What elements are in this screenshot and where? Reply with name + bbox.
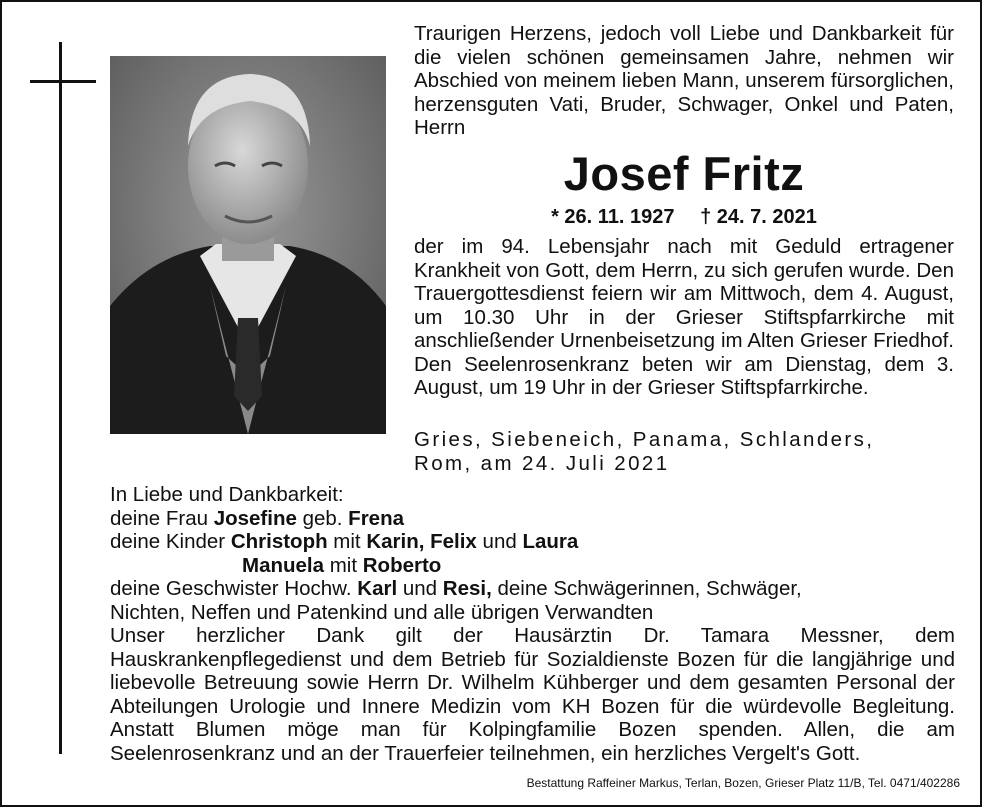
- family-heading: In Liebe und Dankbarkeit:: [110, 483, 344, 506]
- family-children-2: Manuela mit Roberto: [242, 553, 442, 577]
- family-relatives: Nichten, Neffen und Patenkind und alle übrigen Verwandten: [110, 600, 654, 624]
- place-line-1: Gries, Siebeneich, Panama, Schlanders,: [414, 428, 875, 451]
- death-date: † 24. 7. 2021: [700, 206, 817, 228]
- intro-text: Traurigen Herzens, jedoch voll Liebe und Dankbarkeit für die vielen schönen gemeinsamen Jahre, nehmen wir Abschied von meinem lieben Mann, unserem fürsorglichen, herzensguten Vati, Bruder, Schwager, Onkel und Paten, Herrn: [414, 22, 954, 139]
- family-list: [110, 483, 960, 624]
- birth-date: * 26. 11. 1927: [551, 206, 675, 228]
- family-wife: deine Frau Josefine geb. Frena: [110, 506, 404, 530]
- life-dates: [414, 205, 954, 229]
- place-and-date: [414, 428, 954, 475]
- family-siblings: deine Geschwister Hochw. Karl und Resi, deine Schwägerinnen, Schwäger,: [110, 577, 802, 600]
- announcement-text: der im 94. Lebensjahr nach mit Geduld ertragener Krankheit von Gott, dem Herrn, zu sich gerufen wurde. Den Trauergottesdienst feiern wir am Mittwoch, dem 4. August, um 10.30 Uhr in der Grieser Stiftspfarrkirche mit anschließender Urnenbeisetzung im Alten Grieser Friedhof. Den Seelenrosenkranz beten wir am Dienstag, dem 3. August, um 19 Uhr in der Grieser Stiftspfarrkirche.: [414, 235, 954, 399]
- cross-icon: [30, 42, 96, 754]
- portrait-photo: [110, 56, 386, 434]
- deceased-name: Josef Fritz: [563, 147, 805, 200]
- thanks-text: Unser herzlicher Dank gilt der Hausärztin Dr. Tamara Messner, dem Hauskrankenpflegedienst und dem Betrieb für Sozialdienste Bozen für die langjährige und liebevolle Betreuung sowie Herrn Dr. Wilhelm Kühberger und dem gesamten Personal der Abteilungen Urologie und Innere Medizin vom KH Bozen für die würdevolle Begleitung. Anstatt Blumen möge man für Kolpingfamilie Bozen spenden. Allen, die am Seelenrosenkranz und an der Trauerfeier teilnehmen, ein herzliches Vergelt's Gott.: [110, 624, 955, 765]
- place-line-2: Rom, am 24. Juli 2021: [414, 451, 670, 475]
- funeral-home-footer: Bestattung Raffeiner Markus, Terlan, Bozen, Grieser Platz 11/B, Tel. 0471/402286: [526, 776, 960, 790]
- family-children: deine Kinder Christoph mit Karin, Felix und Laura: [110, 530, 579, 553]
